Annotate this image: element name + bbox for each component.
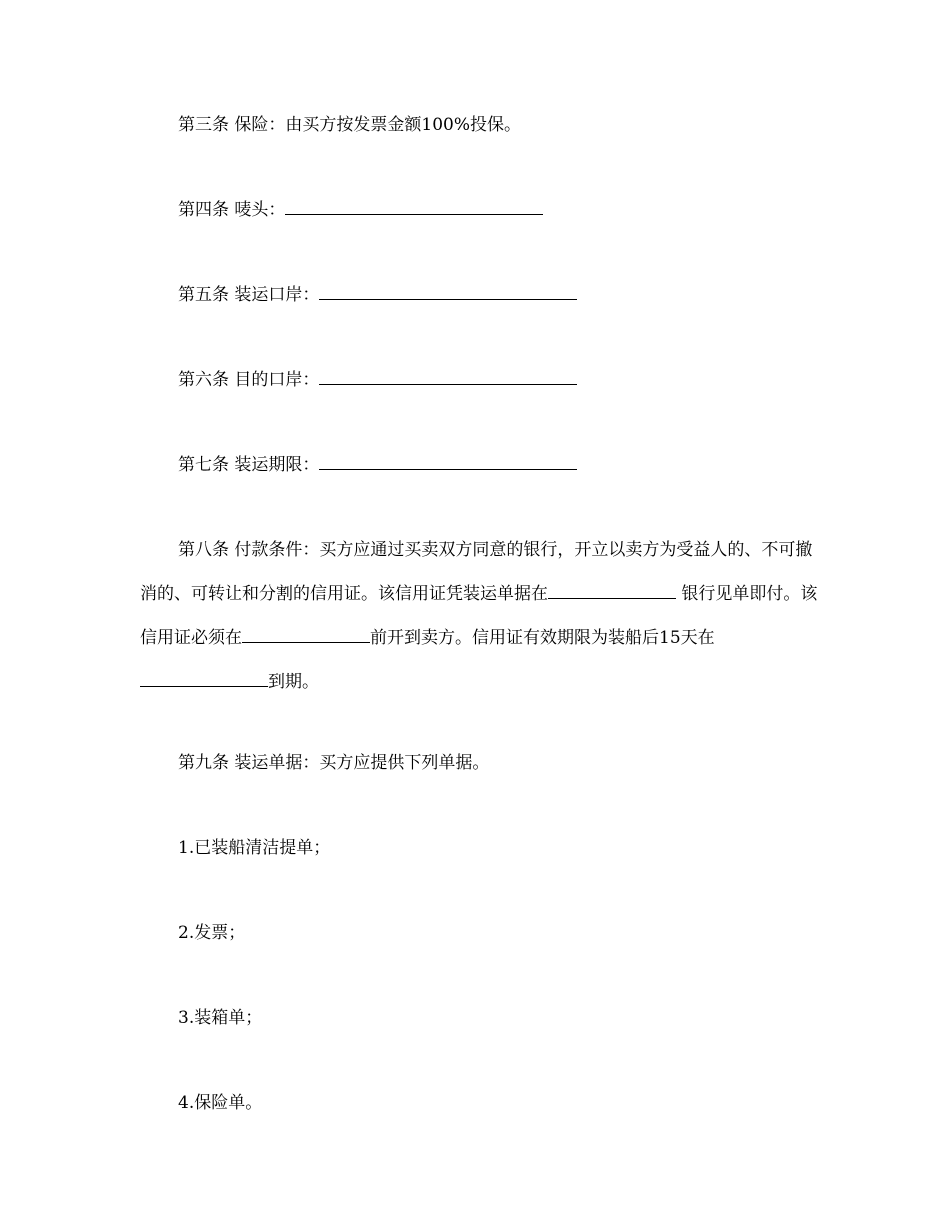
clause-8-payment-terms: [140, 528, 820, 704]
clause-8-blank-expiry-place: [140, 672, 268, 687]
clause-4-marks: [140, 188, 820, 232]
clause-8-blank-bank: [548, 584, 676, 599]
document-item-text: 1.已装船清洁提单；: [178, 838, 331, 858]
clause-7-label: 第七条 装运期限：: [178, 455, 320, 475]
clause-5-label: 第五条 装运口岸：: [178, 285, 320, 305]
document-item-text: 4.保险单。: [178, 1093, 263, 1113]
document-item-text: 3.装箱单；: [178, 1008, 263, 1028]
clause-4-label: 第四条 唛头：: [178, 200, 286, 220]
document-item: [140, 826, 820, 870]
clause-7-shipment-period: [140, 443, 820, 487]
clause-8-part-4: 到期。: [268, 672, 319, 692]
clause-3-text: 第三条 保险：由买方按发票金额100%投保。: [178, 115, 522, 135]
clause-8-part-1: 第八条 付款条件：买方应通过买卖双方同意的银行，开立以卖方为受益人的、不可撤消的、可转让和分割的信用证。该信用证凭装运单据在: [140, 540, 813, 604]
clause-8-part-3: 前开到卖方。信用证有效期限为装船后15天在: [370, 628, 715, 648]
clause-9-text: 第九条 装运单据：买方应提供下列单据。: [178, 753, 490, 773]
clause-5-blank-line: [319, 285, 577, 300]
document-item: [140, 911, 820, 955]
clause-6-port-of-destination: [140, 358, 820, 402]
clause-7-blank-line: [319, 455, 577, 470]
clause-9-shipping-documents: [140, 741, 820, 785]
clause-4-blank-line: [285, 200, 543, 215]
clause-6-label: 第六条 目的口岸：: [178, 370, 320, 390]
document-item: [140, 1081, 820, 1125]
document-item-text: 2.发票；: [178, 923, 246, 943]
document-item: [140, 996, 820, 1040]
clause-8-blank-deadline: [242, 628, 370, 643]
clause-5-port-of-loading: [140, 273, 820, 317]
clause-8-part-2: 银行见单即付。该信用证必须在: [140, 584, 818, 648]
clause-6-blank-line: [319, 370, 577, 385]
clause-3-insurance: [140, 103, 820, 147]
